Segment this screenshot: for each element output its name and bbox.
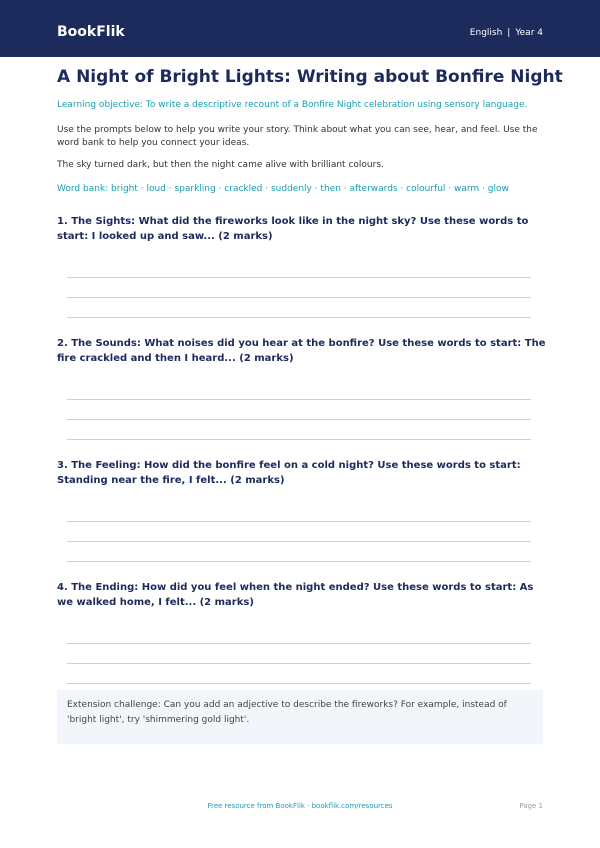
header-meta (470, 28, 543, 38)
learning-objective: Learning objective: To write a descriptive recount of a Bonfire Night celebration using sensory language. (57, 100, 528, 110)
answer-line[interactable] (67, 439, 531, 440)
sky-sentence: The sky turned dark, but then the night came alive with brilliant colours. (57, 160, 384, 170)
question-3: 3. The Feeling: How did the bonfire feel on a cold night? Use these words to start: Standing near the fire, I felt... (2 marks) (57, 460, 521, 486)
answer-line[interactable] (67, 643, 531, 644)
header-separator: | (507, 28, 511, 38)
footer-text: Free resource from BookFlik · bookflik.com/resources (207, 802, 393, 810)
answer-line[interactable] (67, 277, 531, 278)
intro-text: Use the prompts below to help you write your story. Think about what you can see, hear, and feel. Use the word bank to help you connect your ideas. (57, 125, 538, 148)
answer-line[interactable] (67, 399, 531, 400)
subject-label: English (469, 28, 503, 38)
brand-logo: BookFlik (57, 24, 125, 40)
answer-line[interactable] (67, 541, 531, 542)
word-bank: Word bank: bright · loud · sparkling · crackled · suddenly · then · afterwards · colourful · warm · glow (57, 184, 509, 194)
year-label: Year 4 (515, 28, 543, 38)
answer-line[interactable] (67, 561, 531, 562)
answer-line[interactable] (67, 317, 531, 318)
page-title: A Night of Bright Lights: Writing about Bonfire Night (57, 67, 563, 87)
answer-line[interactable] (67, 419, 531, 420)
answer-line[interactable] (67, 683, 531, 684)
answer-line[interactable] (67, 297, 531, 298)
question-4: 4. The Ending: How did you feel when the night ended? Use these words to start: As we walked home, I felt... (2 marks) (57, 582, 534, 608)
answer-line[interactable] (67, 521, 531, 522)
question-1: 1. The Sights: What did the fireworks look like in the night sky? Use these words to start: I looked up and saw... (2 marks) (57, 216, 529, 242)
header-bar (0, 0, 600, 57)
extension-challenge: Extension challenge: Can you add an adjective to describe the fireworks? For example, instead of 'bright light', try 'shimmering gold light'. (57, 690, 543, 744)
question-2: 2. The Sounds: What noises did you hear at the bonfire? Use these words to start: The fire crackled and then I heard... (2 marks) (57, 338, 546, 364)
answer-line[interactable] (67, 663, 531, 664)
page-number: Page 1 (519, 802, 543, 810)
